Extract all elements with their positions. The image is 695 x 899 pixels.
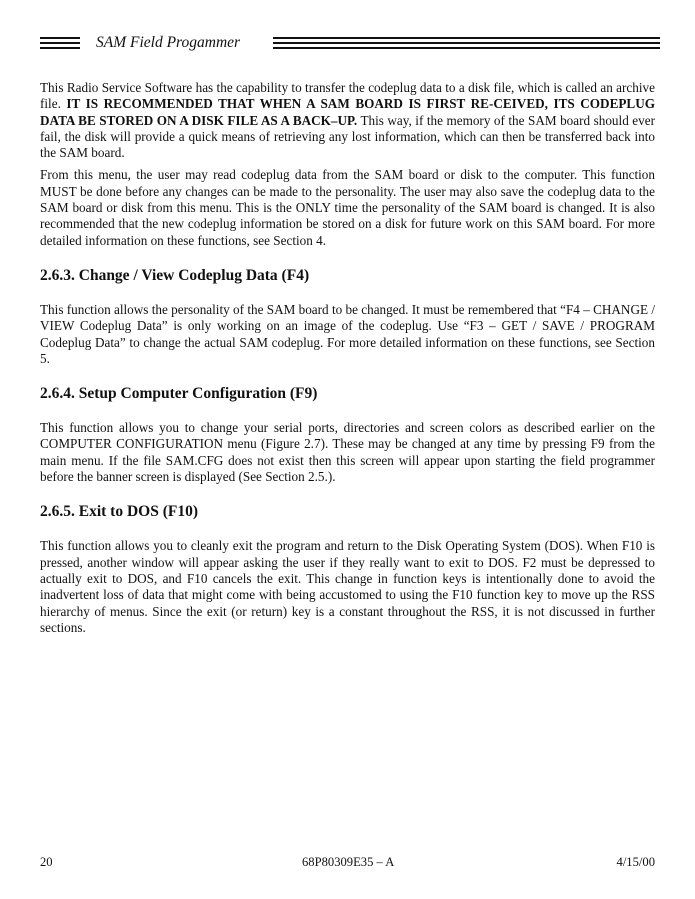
paragraph-archive-intro: This Radio Service Software has the capability to transfer the codeplug data to a disk file, which is called an archive file. [40,80,655,112]
document-number: 68P80309E35 – A [302,855,395,869]
heading-2-6-3: 2.6.3. Change / View Codeplug Data (F4) [40,266,310,284]
heading-2-6-5: 2.6.5. Exit to DOS (F10) [40,503,199,521]
page-footer [40,855,655,871]
paragraph-archive-rest: This way, if the memory of the SAM board should ever fail, the disk will provide a quick means of retrieving any lost information, which can then be transferred back into the SAM board. [40,112,655,161]
header-title: SAM Field Progammer [96,34,241,51]
page-header [40,34,660,56]
header-rule-right [273,37,660,51]
paragraph-exit-dos: This function allows you to cleanly exit the program and return to the Disk Operating System (DOS). When F10 is pressed, another window will appear asking the user if they really want to exit to DOS. F2 must be depressed to actually exit to DOS, and F10 cancels the exit. This change in function keys is intentionally done to avoid the inadvertent loss of data that might come with being accustomed to using the F10 function key to move up the RSS hierarchy of menus. Since the exit (or return) key is a constant throughout the RSS, it is not discussed in further sections. [40,538,655,635]
heading-2-6-4: 2.6.4. Setup Computer Configuration (F9) [40,385,318,403]
header-rule-left [40,37,80,51]
page-number: 20 [40,855,53,869]
paragraph-setup-config: This function allows you to change your serial ports, directories and screen colors as described earlier on the COMPUTER CONFIGURATION menu (Figure 2.7). These may be changed at any time by pressing F9 from the main menu. If the file SAM.CFG does not exist then this screen will appear upon starting the field programmer before the banner screen is displayed (See Section 2.5.). [40,420,655,485]
paragraph-change-view: This function allows the personality of the SAM board to be changed. It must be remembered that “F4 – CHANGE / VIEW Codeplug Data” is only working on an image of the codeplug. Use “F3 – GET / SAVE / PROGRAM Codeplug Data” to change the actual SAM codeplug. For more detailed information on these functions, see Section 5. [40,301,655,366]
paragraph-read-save: From this menu, the user may read codeplug data from the SAM board or disk to the computer. This function MUST be done before any changes can be made to the personality. The user may also save the codeplug data to the SAM board or disk from this menu. This is the ONLY time the personality of the SAM board is changed. It is also recommended that the new codeplug information be stored on a disk for future work on this SAM board. For more detailed information on these functions, see Section 4. [40,167,655,248]
page-content [40,80,655,642]
paragraph-archive [40,80,655,161]
paragraph-archive-warning: IT IS RECOMMENDED THAT WHEN A SAM BOARD IS FIRST RE-CEIVED, ITS CODEPLUG DATA BE STORED ON A DISK FILE AS A BACK–UP. [40,96,656,128]
document-date: 4/15/00 [616,855,655,869]
